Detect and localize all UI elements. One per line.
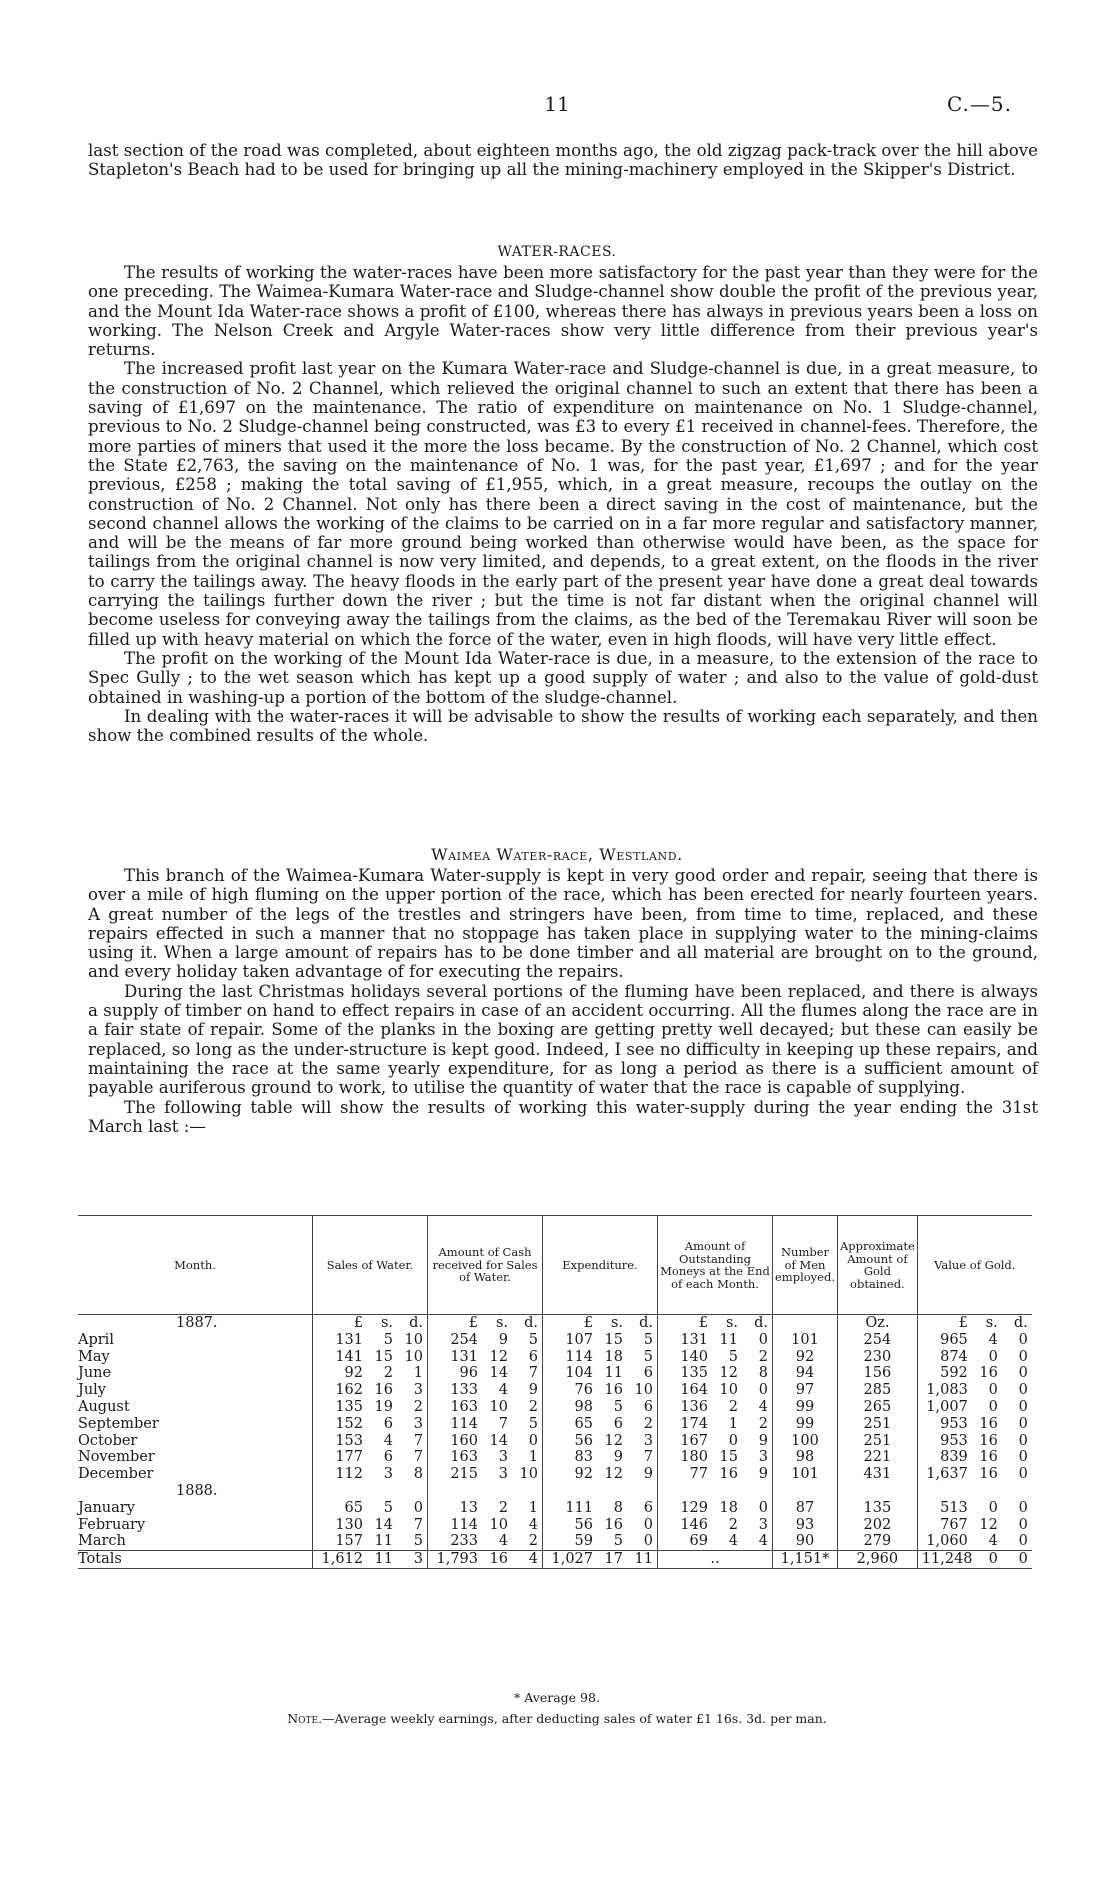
expenditure-cell: 65 6 2	[543, 1416, 658, 1433]
month-cell: September	[78, 1415, 159, 1432]
men-cell: 101	[773, 1332, 838, 1349]
outstanding-cell: 135 12 8	[658, 1365, 773, 1382]
gold-amount-cell: 221	[837, 1449, 917, 1466]
month-cell: October	[78, 1432, 138, 1449]
table-row	[78, 1449, 1032, 1466]
gold-amount-cell: 156	[837, 1365, 917, 1382]
year-row	[78, 1483, 1032, 1500]
cash-cell: 163 3 1	[428, 1449, 543, 1466]
gold-value-cell: 592 16 0	[917, 1365, 1032, 1382]
month-cell: February	[78, 1516, 146, 1533]
sales-cell: 162 16 3	[313, 1382, 428, 1399]
empty-cell	[543, 1483, 658, 1500]
men-cell: 93	[773, 1517, 838, 1534]
sales-cell: 153 4 7	[313, 1433, 428, 1450]
cash-units: £ s. d.	[428, 1315, 543, 1332]
outstanding-cell: 146 2 3	[658, 1517, 773, 1534]
table-row	[78, 1500, 1032, 1517]
expenditure-cell: 114 18 5	[543, 1349, 658, 1366]
cash-cell: 254 9 5	[428, 1332, 543, 1349]
gold-amount-cell: 265	[837, 1399, 917, 1416]
expenditure-cell: 92 12 9	[543, 1466, 658, 1483]
water-supply-table	[78, 1215, 1032, 1569]
month-cell: March	[78, 1533, 126, 1550]
outstanding-cell: 69 4 4	[658, 1533, 773, 1550]
month-cell: January	[78, 1499, 135, 1516]
waimea-paragraph: During the last Christmas holidays several portions of the fluming have been replaced, and there is always a supply of timber on hand to effect repairs in case of an accident occurring. All the flumes along the race are in a fair state of repair. Some of the planks in the boxing are getting pretty well decayed; but these can easily be replaced, so long as the under-structure is kept good. Indeed, I see no difficulty in keeping up these repairs, and maintaining the race at the same yearly expenditure, for as long a period as there is a sufficient amount of payable auriferous ground to work, to utilise the quantity of water that the race is capable of supplying.	[88, 981, 1038, 1098]
header-outstanding: Amount of Outstanding Moneys at the End of each Month.	[658, 1216, 773, 1315]
month-cell: July	[78, 1382, 106, 1399]
empty-cell	[313, 1483, 428, 1500]
expenditure-cell: 111 8 6	[543, 1500, 658, 1517]
cash-cell: 215 3 10	[428, 1466, 543, 1483]
gold-value-cell: 965 4 0	[917, 1332, 1032, 1349]
table-row	[78, 1416, 1032, 1433]
sales-cell: 130 14 7	[313, 1517, 428, 1534]
month-cell: August	[78, 1398, 130, 1415]
gold-amount-cell: 135	[837, 1500, 917, 1517]
gold-value-cell: 1,083 0 0	[917, 1382, 1032, 1399]
totals-gold-value: 11,248 0 0	[917, 1551, 1032, 1569]
men-units	[773, 1315, 838, 1332]
table-body	[78, 1315, 1032, 1569]
expenditure-cell: 76 16 10	[543, 1382, 658, 1399]
header-month: Month.	[78, 1216, 313, 1315]
table-row	[78, 1349, 1032, 1366]
men-cell: 97	[773, 1382, 838, 1399]
expenditure-units: £ s. d.	[543, 1315, 658, 1332]
table-row	[78, 1466, 1032, 1483]
expenditure-cell: 104 11 6	[543, 1365, 658, 1382]
header-sales: Sales of Water.	[313, 1216, 428, 1315]
gold-amount-cell: 285	[837, 1382, 917, 1399]
gold-value-cell: 874 0 0	[917, 1349, 1032, 1366]
outstanding-units: £ s. d.	[658, 1315, 773, 1332]
intro-paragraph	[88, 141, 1038, 180]
men-cell: 87	[773, 1500, 838, 1517]
outstanding-cell: 140 5 2	[658, 1349, 773, 1366]
men-cell: 100	[773, 1433, 838, 1450]
totals-gold-amount: 2,960	[837, 1551, 917, 1569]
table-row	[78, 1433, 1032, 1450]
month-cell: April	[78, 1331, 114, 1348]
expenditure-cell: 59 5 0	[543, 1533, 658, 1550]
gold-value-cell: 1,060 4 0	[917, 1533, 1032, 1550]
table-row	[78, 1382, 1032, 1399]
waimea-section	[88, 866, 1038, 1136]
water-races-paragraph: In dealing with the water-races it will be advisable to show the results of working each separately, and then show the combined results of the whole.	[88, 706, 1038, 746]
cash-cell: 160 14 0	[428, 1433, 543, 1450]
outstanding-cell: 167 0 9	[658, 1433, 773, 1450]
table-row	[78, 1399, 1032, 1416]
totals-expenditure: 1,027 17 11	[543, 1551, 658, 1569]
gold-value-units: £ s. d.	[917, 1315, 1032, 1332]
men-cell: 101	[773, 1466, 838, 1483]
gold-amount-units: Oz.	[837, 1315, 917, 1332]
expenditure-cell: 56 16 0	[543, 1517, 658, 1534]
waimea-heading: Waimea Water-race, Westland.	[431, 845, 683, 864]
table-row	[78, 1533, 1032, 1550]
sales-cell: 112 3 8	[313, 1466, 428, 1483]
men-cell: 92	[773, 1349, 838, 1366]
sales-cell: 65 5 0	[313, 1500, 428, 1517]
water-races-paragraph: The increased profit last year on the Kumara Water-race and Sludge-channel is due, in a great measure, to the construction of No. 2 Channel, which relieved the original channel to such an extent that there has been a saving of £1,697 on the maintenance. The ratio of expenditure on maintenance on No. 1 Sludge-channel, previous to No. 2 Sludge-channel being constructed, was £3 to every £1 received in channel-fees. Therefore, the more parties of miners that used it the more the loss became. By the construction of No. 2 Channel, which cost the State £2,763, the saving on the maintenance of No. 1 was, for the past year, £1,697 ; and for the year previous, £258 ; making the total saving of £1,955, which, in a great measure, recoups the outlay on the construction of No. 2 Channel. Not only has there been a direct saving in the cost of maintenance, but the second channel allows the working of the claims to be carried on in a far more regular and satisfactory manner, and will be the means of far more ground being worked than otherwise would have been, as the space for tailings from the original channel is now very limited, and depends, to a great extent, on the floods in the river to carry the tailings away. The heavy floods in the early part of the present year have done a great deal towards carrying the tailings further down the river ; but the time is not far distant when the original channel will become useless for conveying away the tailings from the claims, as the bed of the Teremakau River will soon be filled up with heavy material on which the force of the water, even in high floods, will have very little effect.	[88, 359, 1038, 649]
gold-value-cell: 953 16 0	[917, 1416, 1032, 1433]
totals-outstanding: ..	[658, 1551, 773, 1569]
sales-cell: 135 19 2	[313, 1399, 428, 1416]
gold-amount-cell: 431	[837, 1466, 917, 1483]
sales-cell: 131 5 10	[313, 1332, 428, 1349]
outstanding-cell: 180 15 3	[658, 1449, 773, 1466]
intro-text: last section of the road was completed, about eighteen months ago, the old zigzag pack-track over the hill above Stapleton's Beach had to be used for bringing up all the mining-machinery employed in the Skipper's District.	[88, 141, 1038, 180]
cash-cell: 13 2 1	[428, 1500, 543, 1517]
gold-amount-cell: 279	[837, 1533, 917, 1550]
month-cell: May	[78, 1348, 110, 1365]
month-cell: June	[78, 1365, 112, 1382]
table-row	[78, 1517, 1032, 1534]
gold-amount-cell: 230	[837, 1349, 917, 1366]
gold-value-cell: 513 0 0	[917, 1500, 1032, 1517]
empty-cell	[917, 1483, 1032, 1500]
page-number: 11	[544, 92, 570, 116]
units-row	[78, 1315, 1032, 1332]
gold-value-cell: 1,007 0 0	[917, 1399, 1032, 1416]
gold-amount-cell: 254	[837, 1332, 917, 1349]
document-reference: C.—5.	[946, 92, 1012, 116]
sales-cell: 157 11 5	[313, 1533, 428, 1550]
totals-sales: 1,612 11 3	[313, 1551, 428, 1569]
totals-row	[78, 1551, 1032, 1569]
empty-cell	[658, 1483, 773, 1500]
sales-units: £ s. d.	[313, 1315, 428, 1332]
outstanding-cell: 164 10 0	[658, 1382, 773, 1399]
cash-cell: 133 4 9	[428, 1382, 543, 1399]
sales-cell: 92 2 1	[313, 1365, 428, 1382]
gold-amount-cell: 251	[837, 1416, 917, 1433]
gold-amount-cell: 202	[837, 1517, 917, 1534]
water-races-paragraph: The results of working the water-races have been more satisfactory for the past year than they were for the one preceding. The Waimea-Kumara Water-race and Sludge-channel show double the profit of the previous year, and the Mount Ida Water-race shows a profit of £100, whereas there has always in previous years been a loss on working. The Nelson Creek and Argyle Water-races show very little difference from their previous year's returns.	[88, 263, 1038, 360]
men-cell: 99	[773, 1399, 838, 1416]
cash-cell: 114 7 5	[428, 1416, 543, 1433]
men-cell: 98	[773, 1449, 838, 1466]
gold-value-cell: 953 16 0	[917, 1433, 1032, 1450]
table-note	[0, 1711, 1114, 1726]
expenditure-cell: 107 15 5	[543, 1332, 658, 1349]
header-gold-value: Value of Gold.	[917, 1216, 1032, 1315]
outstanding-cell: 77 16 9	[658, 1466, 773, 1483]
gold-value-cell: 767 12 0	[917, 1517, 1032, 1534]
cash-cell: 163 10 2	[428, 1399, 543, 1416]
expenditure-cell: 56 12 3	[543, 1433, 658, 1450]
note-label: Note.	[287, 1711, 323, 1726]
empty-cell	[773, 1483, 838, 1500]
year-label: 1887.	[176, 1315, 218, 1331]
waimea-paragraph: The following table will show the results of working this water-supply during the year ending the 31st March last :—	[88, 1097, 1038, 1136]
outstanding-cell: 136 2 4	[658, 1399, 773, 1416]
water-races-heading: WATER-RACES.	[497, 244, 617, 260]
gold-value-cell: 839 16 0	[917, 1449, 1032, 1466]
sales-cell: 141 15 10	[313, 1349, 428, 1366]
men-cell: 90	[773, 1533, 838, 1550]
expenditure-cell: 83 9 7	[543, 1449, 658, 1466]
header-men: Number of Men employed.	[773, 1216, 838, 1315]
cash-cell: 114 10 4	[428, 1517, 543, 1534]
outstanding-cell: 129 18 0	[658, 1500, 773, 1517]
water-races-paragraph: The profit on the working of the Mount Ida Water-race is due, in a measure, to the extension of the race to Spec Gully ; to the wet season which has kept up a good supply of water ; and also to the value of gold-dust obtained in washing-up a portion of the bottom of the sludge-channel.	[88, 648, 1038, 707]
year-label: 1888.	[176, 1482, 218, 1499]
totals-label: Totals	[78, 1551, 313, 1569]
table-footnote: * Average 98.	[514, 1690, 600, 1705]
header-expenditure: Expenditure.	[543, 1216, 658, 1315]
gold-amount-cell: 251	[837, 1433, 917, 1450]
men-cell: 94	[773, 1365, 838, 1382]
water-races-section	[88, 263, 1038, 745]
note-text: —Average weekly earnings, after deducting sales of water £1 16s. 3d. per man.	[322, 1711, 827, 1726]
waimea-paragraph: This branch of the Waimea-Kumara Water-supply is kept in very good order and repair, seeing that there is over a mile of high fluming on the upper portion of the race, which has been erected for nearly fourteen years. A great number of the legs of the trestles and stringers have been, from time to time, replaced, and these repairs effected in such a manner that no stoppage has taken place in supplying water to the mining-claims using it. When a large amount of repairs has to be done timber and all material are brought on to the ground, and every holiday taken advantage of for executing the repairs.	[88, 866, 1038, 982]
table-row	[78, 1332, 1032, 1349]
sales-cell: 152 6 3	[313, 1416, 428, 1433]
header-gold-amount: Approximate Amount of Gold obtained.	[837, 1216, 917, 1315]
cash-cell: 233 4 2	[428, 1533, 543, 1550]
outstanding-cell: 131 11 0	[658, 1332, 773, 1349]
table-header-row	[78, 1216, 1032, 1315]
totals-men: 1,151*	[773, 1551, 838, 1569]
gold-value-cell: 1,637 16 0	[917, 1466, 1032, 1483]
header-cash: Amount of Cash received for Sales of Water.	[428, 1216, 543, 1315]
cash-cell: 96 14 7	[428, 1365, 543, 1382]
men-cell: 99	[773, 1416, 838, 1433]
totals-cash: 1,793 16 4	[428, 1551, 543, 1569]
outstanding-cell: 174 1 2	[658, 1416, 773, 1433]
cash-cell: 131 12 6	[428, 1349, 543, 1366]
empty-cell	[428, 1483, 543, 1500]
table-row	[78, 1365, 1032, 1382]
sales-cell: 177 6 7	[313, 1449, 428, 1466]
month-cell: December	[78, 1466, 154, 1483]
month-cell: November	[78, 1449, 155, 1466]
empty-cell	[837, 1483, 917, 1500]
expenditure-cell: 98 5 6	[543, 1399, 658, 1416]
